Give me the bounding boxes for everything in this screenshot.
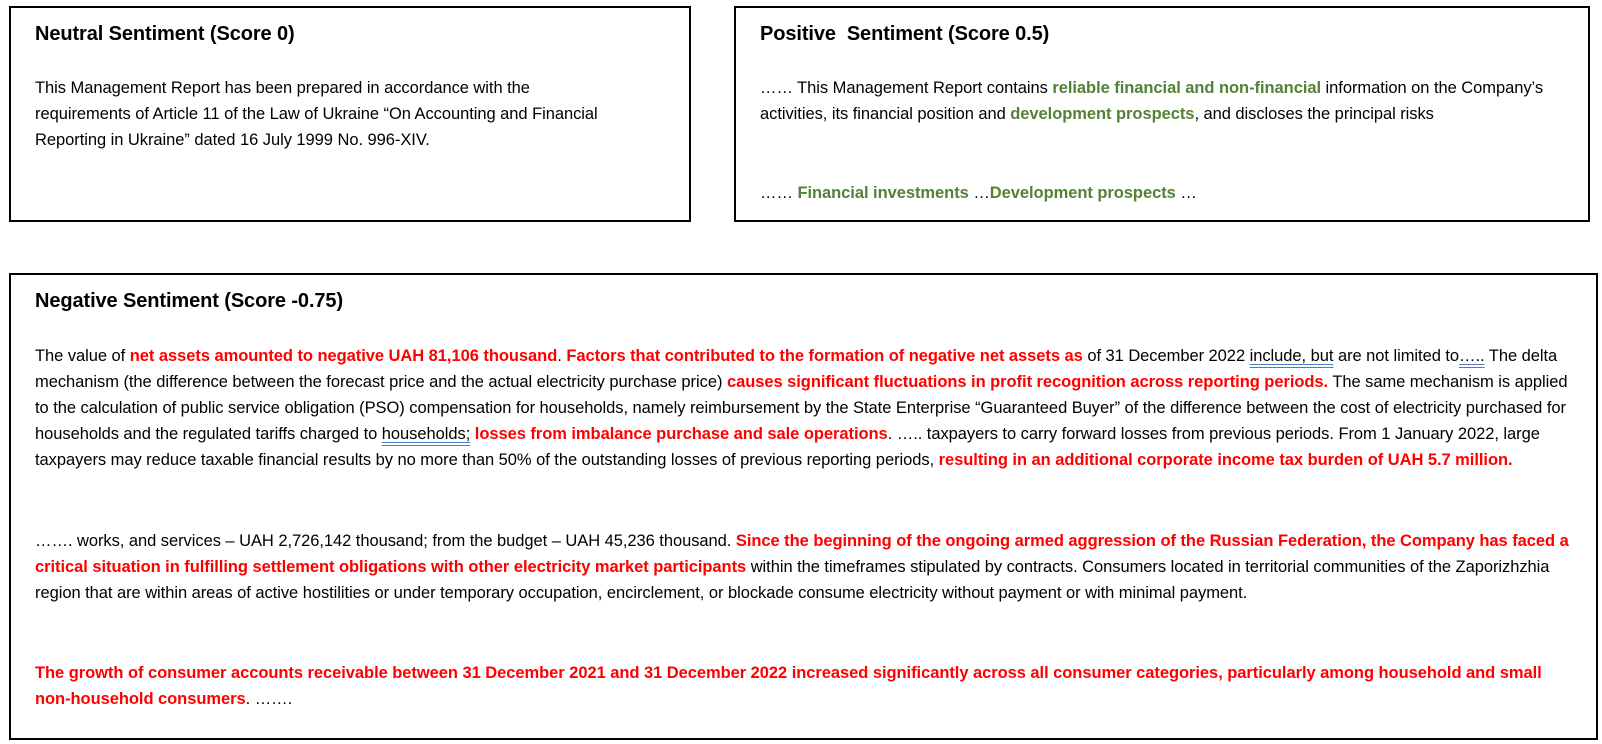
negative-sentiment-paragraph-3 [35, 660, 1580, 712]
text-segment: of 31 December 2022 [1082, 347, 1250, 365]
text-segment: are not limited to [1333, 347, 1460, 365]
text-segment: ……. works, and services – UAH 2,726,142 thousand; from the budget – UAH 45,236 thousand. [35, 532, 736, 550]
negative-highlight: resulting in an additional corporate income tax burden of UAH 5.7 million. [938, 451, 1513, 469]
text-segment: . ……. [245, 690, 293, 708]
text-segment: The delta mechanism (the difference between the forecast price and the actual electricity purchase price) [35, 347, 1558, 391]
negative-sentiment-paragraph-2 [35, 528, 1580, 606]
neutral-sentiment-text: This Management Report has been prepared in accordance with the requirements of Article 11 of the Law of Ukraine “On Accounting and Financial Reporting in Ukraine” dated 16 July 1999 No. 996-XIV. [35, 79, 598, 149]
text-segment: …… This Management Report contains [760, 79, 1053, 97]
text-segment: … [1175, 184, 1197, 202]
positive-sentiment-paragraph-1 [760, 75, 1570, 127]
text-segment: … [968, 184, 990, 202]
negative-highlight: Since the beginning of the ongoing armed aggression of the Russian Federation, the Company has faced a critical situation in fulfilling settlement obligations with other electricity market participants [35, 532, 1569, 576]
negative-highlight: causes significant fluctuations in profit recognition across reporting periods. [726, 373, 1329, 391]
neutral-sentiment-box [9, 6, 691, 222]
neutral-sentiment-title: Neutral Sentiment (Score 0) [35, 23, 295, 45]
positive-sentiment-box [734, 6, 1590, 222]
positive-sentiment-paragraph-2 [760, 180, 1570, 206]
positive-highlight: Financial investments [797, 184, 969, 202]
negative-highlight: net assets amounted to negative UAH 81,106 thousand [129, 347, 558, 365]
negative-sentiment-title: Negative Sentiment (Score -0.75) [35, 290, 344, 312]
text-segment: . ….. taxpayers to carry forward losses from previous periods. From 1 January 2022, large taxpayers may reduce taxable financial results by no more than 50% of the outstanding losses of previous reporting periods, [35, 425, 1540, 469]
text-segment: The same mechanism is applied to the calculation of public service obligation (PSO) compensation for households, namely reimbursement by the State Enterprise “Guaranteed Buyer” of the difference between the cost of electricity purchased for households and the regulated tariffs charged to [35, 373, 1568, 443]
text-segment: information on the Company’s activities, its financial position and [760, 79, 1544, 123]
negative-sentiment-paragraph-1 [35, 343, 1580, 473]
text-segment: . [557, 347, 567, 365]
text-segment: , and discloses the principal risks [1194, 105, 1434, 123]
positive-highlight: development prospects [1010, 105, 1195, 123]
negative-highlight: Factors that contributed to the formation of negative net assets as [566, 347, 1083, 365]
positive-sentiment-title: Positive Sentiment (Score 0.5) [760, 23, 1050, 45]
text-segment: within the timeframes stipulated by contracts. Consumers located in territorial communities of the Zaporizhzhia region that are within areas of active hostilities or under temporary occupation, encirclement, or blockade consume electricity without payment or with minimal payment. [35, 558, 1550, 602]
text-segment: The value of [35, 347, 130, 365]
negative-highlight: The growth of consumer accounts receivable between 31 December 2021 and 31 December 2022 increased significantly across all consumer categories, particularly among household and small non-household consumers [35, 664, 1542, 708]
spellcheck-underline: households; [381, 425, 471, 443]
positive-highlight: Development prospects [989, 184, 1176, 202]
negative-sentiment-box [9, 273, 1598, 740]
negative-highlight: losses from imbalance purchase and sale operations [474, 425, 888, 443]
positive-highlight: reliable financial and non-financial [1052, 79, 1322, 97]
text-segment: …… [760, 184, 798, 202]
spellcheck-underline: include, but [1249, 347, 1334, 365]
spellcheck-underline: ….. [1459, 347, 1485, 365]
